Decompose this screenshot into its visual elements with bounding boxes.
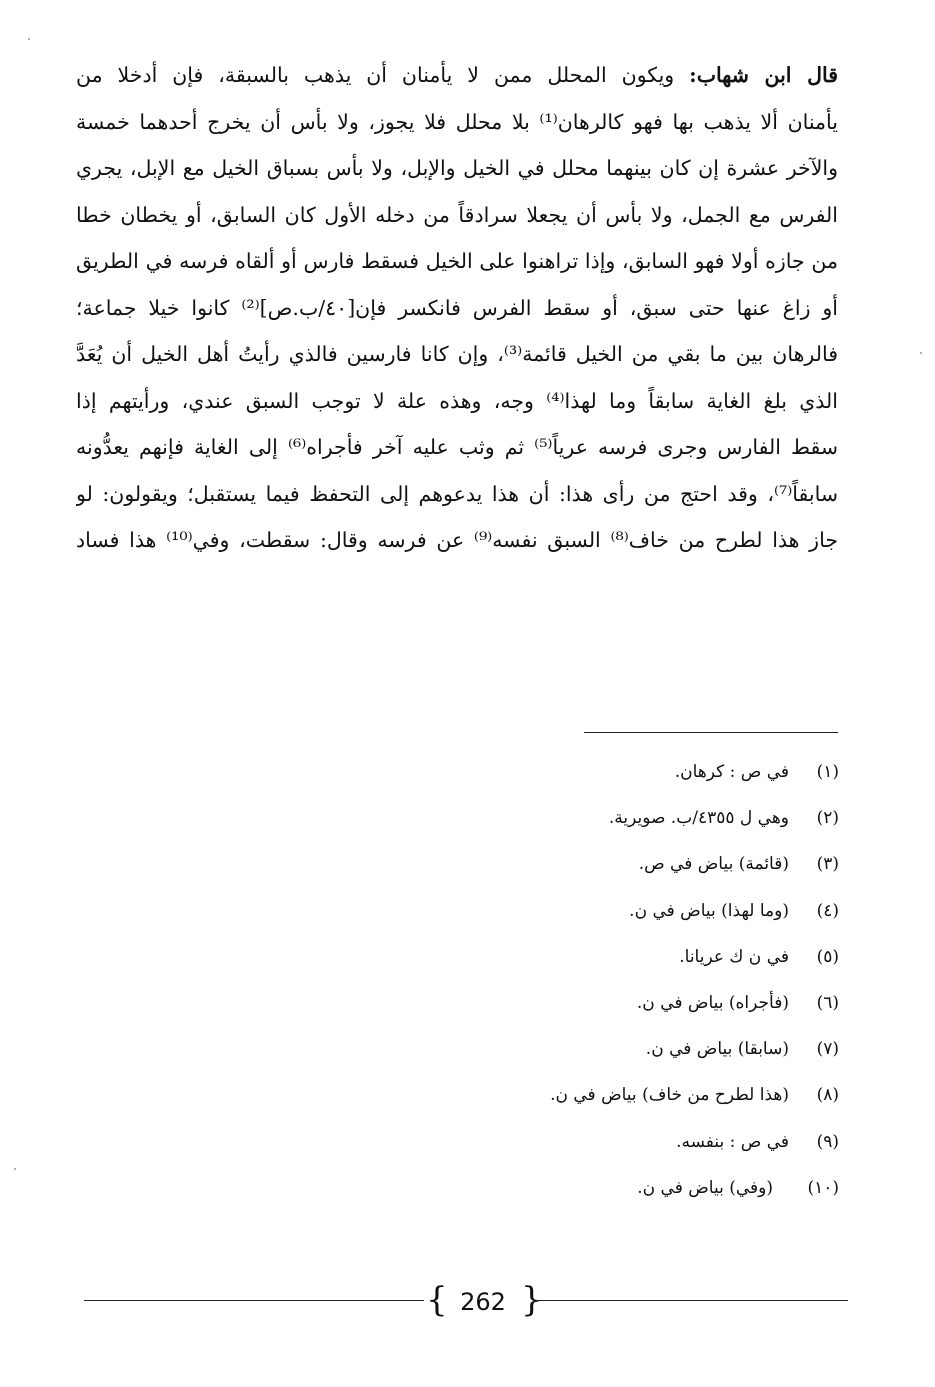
line-text: والآخر عشرة إن كان بينهما محلل في الخيل والإبل، ولا بأس بسباق الخيل مع الإبل، يجري [76, 156, 838, 180]
line-text: من جازه أولا فهو السابق، وإذا تراهنوا على الخيل فسقط فارس أو ألقاه فرسه في الطريق [76, 249, 838, 273]
scan-speck [28, 38, 30, 40]
text-line [76, 238, 838, 285]
footnote-text: في ص : كرهان. [674, 762, 789, 782]
footnote-number: (١٠) [807, 1177, 839, 1198]
footer-rule-left [84, 1300, 424, 1301]
footnote-text: (فأجراه) بياض في ن. [636, 992, 789, 1013]
text-line [76, 285, 838, 332]
text-line [76, 52, 838, 99]
footnote-item [419, 1122, 839, 1168]
text-line [76, 517, 838, 564]
page-number-bracket-open: { [426, 1280, 448, 1320]
footnote-item [419, 1168, 839, 1214]
lead-heading: قال ابن شهاب: [689, 63, 838, 87]
footnote-text: (وفي) بياض في ن. [637, 1177, 773, 1198]
footnote-item [419, 891, 839, 937]
scan-speck [14, 1168, 16, 1170]
footnote-item [419, 937, 839, 983]
page-number-bracket-close: } [521, 1280, 543, 1320]
line-text: الفرس مع الجمل، ولا بأس أن يجعلا سرادقاً من دخله الأول كان السابق، أو يخطان خطا [76, 202, 838, 227]
text-line [76, 471, 838, 518]
line-text: أو زاغ عنها حتى سبق، أو سقط الفرس فانكسر فإن[٤٠/ب.ص]⁽²⁾ كانوا خيلا جماعة؛ [76, 295, 838, 320]
footnote-text: في ص : بنفسه. [676, 1131, 789, 1152]
footnote-number: (٣) [816, 854, 839, 875]
footnote-number: (٤) [816, 900, 839, 921]
footnote-number: (٧) [816, 1039, 839, 1060]
footnote-item [419, 752, 839, 798]
footnote-item [419, 844, 839, 890]
line-text: سابقاً⁽⁷⁾، وقد احتج من رأى هذا: أن هذا يدعوهم إلى التحفظ فيما يستقبل؛ ويقولون: لو [76, 481, 838, 506]
footnotes-block [419, 752, 839, 1214]
footnote-number: (١) [816, 762, 839, 782]
line-text: يأمنان ألا يذهب بها فهو كالرهان⁽¹⁾ بلا محلل فلا يجوز، ولا بأس أن يخرج أحدهما خمسة [76, 109, 838, 134]
line-text: جاز هذا لطرح من خاف⁽⁸⁾ السبق نفسه⁽⁹⁾ عن فرسه وقال: سقطت، وفي⁽¹⁰⁾ هذا فساد [76, 528, 838, 552]
text-line [76, 192, 838, 239]
text-line [76, 99, 838, 146]
footnote-number: (٨) [816, 1085, 839, 1106]
line-text: فالرهان بين ما بقي من الخيل قائمة⁽³⁾، وإن كانا فارسين فالذي رأيتُ أهل الخيل أن يُعَدَّ [76, 342, 838, 366]
footnote-number: (٥) [816, 946, 839, 967]
footnote-separator [584, 732, 838, 733]
footnote-text: (سابقا) بياض في ن. [645, 1039, 789, 1060]
text-line [76, 331, 838, 378]
line-text: سقط الفارس وجرى فرسه عرياً⁽⁵⁾ ثم وثب عليه آخر فأجراه⁽⁶⁾ إلى الغاية فإنهم يعدُّونه [76, 435, 838, 459]
text-line [76, 378, 838, 425]
page-footer [84, 1274, 848, 1334]
footnote-item [419, 983, 839, 1029]
footnote-text: في ن ك عريانا. [679, 946, 789, 967]
footnote-item [419, 798, 839, 844]
line-text: ويكون المحلل ممن لا يأمنان أن يذهب بالسبقة، فإن أدخلا من [76, 63, 690, 87]
footnote-item [419, 1075, 839, 1121]
footnote-number: (٢) [816, 808, 839, 829]
footer-rule-right [536, 1300, 848, 1301]
footnote-number: (٩) [816, 1131, 839, 1152]
footnote-number: (٦) [816, 992, 839, 1013]
footnote-text: (وما لهذا) بياض في ن. [629, 900, 789, 921]
line-text: الذي بلغ الغاية سابقاً وما لهذا⁽⁴⁾ وجه، وهذه علة لا توجب السبق عندي، ورأيتهم إذا [76, 388, 838, 413]
footnote-text: وهي ل ٤٣٥٥/ب. صويرية. [608, 808, 789, 829]
footnote-text: (قائمة) بياض في ص. [638, 854, 789, 875]
text-line [76, 145, 838, 192]
scan-speck [920, 352, 922, 354]
text-line [76, 424, 838, 471]
page-number: 262 [460, 1288, 506, 1316]
footnote-item [419, 1029, 839, 1075]
main-text-block [76, 52, 838, 564]
footnote-text: (هذا لطرح من خاف) بياض في ن. [550, 1085, 789, 1106]
